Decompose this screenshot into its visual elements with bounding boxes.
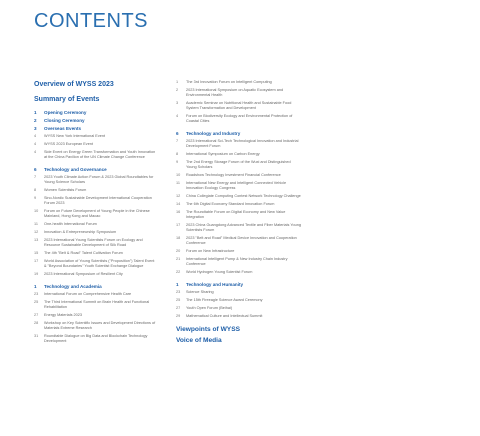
toc-entry[interactable] bbox=[176, 181, 302, 191]
voice-of-media-heading[interactable]: Voice of Media bbox=[176, 337, 222, 344]
toc-page-number: 12 bbox=[176, 194, 181, 198]
toc-page-number: 28 bbox=[34, 321, 39, 325]
toc-page-number: 11 bbox=[176, 181, 180, 185]
toc-page-number: 12 bbox=[34, 230, 39, 234]
right-list-c bbox=[176, 290, 302, 319]
toc-page-number: 3 bbox=[176, 101, 179, 105]
toc-page-number: 14 bbox=[176, 202, 181, 206]
toc-page-number: 22 bbox=[176, 270, 181, 274]
toc-page-number: 25 bbox=[34, 300, 39, 304]
toc-page-number: 13 bbox=[34, 238, 39, 242]
toc-page-number: 29 bbox=[176, 314, 181, 318]
toc-entry[interactable] bbox=[176, 257, 302, 267]
toc-entry-title: WYSS New York International Event bbox=[44, 134, 105, 138]
toc-entry-title: 2023 International Young Scientists Forum on Ecology and Resource Sustainable Development of Silk Road bbox=[44, 238, 143, 247]
toc-entry-title: Academic Seminar on Nutritional Health and Sustainable Food System Transformation and Development bbox=[186, 101, 292, 110]
toc-page-number: 17 bbox=[34, 259, 39, 263]
toc-page-number: 8 bbox=[176, 152, 179, 156]
left-column bbox=[34, 80, 156, 347]
toc-section-title: Technology and Governance bbox=[44, 167, 107, 172]
toc-entry-title: Innovation & Entrepreneurship Symposium bbox=[44, 230, 117, 234]
toc-entry[interactable] bbox=[176, 210, 302, 220]
toc-entry-title: Roadshow Technology Investment Financial Conference bbox=[186, 173, 281, 177]
toc-entry-title: The Third International Summit on Brain Health and Functional Rehabilitation bbox=[44, 300, 150, 309]
toc-entry-title: 2023 Youth Climate Action Forum & 2023 Global Roundtables for Young Science Scholars bbox=[44, 175, 154, 184]
toc-page-number: 31 bbox=[34, 334, 39, 338]
toc-entry-title: International Forum on Comprehensive Health Care bbox=[44, 292, 132, 296]
toc-entry[interactable] bbox=[34, 272, 156, 277]
toc-entry-title: World Hydrogen Young Scientist Forum bbox=[186, 270, 253, 274]
toc-page-number: 6 bbox=[176, 131, 179, 136]
toc-page-number: 1 bbox=[176, 282, 179, 287]
left-list-b bbox=[34, 175, 156, 277]
left-list-a bbox=[34, 110, 156, 160]
toc-entry[interactable] bbox=[176, 202, 302, 207]
toc-entry[interactable] bbox=[176, 270, 302, 275]
toc-entry[interactable] bbox=[34, 142, 156, 147]
toc-entry-title: 2023 International Symposium of Resilient City bbox=[44, 272, 123, 276]
toc-entry[interactable] bbox=[34, 259, 156, 269]
toc-entry-title: Women Scientists Forum bbox=[44, 188, 87, 192]
toc-entry[interactable] bbox=[176, 160, 302, 170]
toc-page-number: 16 bbox=[176, 210, 181, 214]
toc-page-number: 4 bbox=[34, 134, 37, 138]
toc-entry-title: The Roundtable Forum on Digital Economy and New Value Integration bbox=[186, 210, 286, 219]
toc-page-number: 2 bbox=[176, 88, 179, 92]
toc-entry-title: 2023 International Symposium on Aquatic Ecosystem and Environmental Health bbox=[186, 88, 284, 97]
toc-entry-title: Forum on New Infrastructure bbox=[186, 249, 235, 253]
toc-entry[interactable] bbox=[34, 313, 156, 318]
toc-entry-title: 2023 China Guangdong Advanced Textile and Fiber Materials Young Scientists Forum bbox=[186, 223, 301, 232]
toc-page-number: 1 bbox=[34, 284, 37, 289]
toc-entry-title: China Collegiate Computing Contest Network Technology Challenge bbox=[186, 194, 301, 198]
right-list-b bbox=[176, 139, 302, 275]
toc-entry-title: One-health International Forum bbox=[44, 222, 97, 226]
toc-page-number: 23 bbox=[176, 290, 181, 294]
overview-heading: Overview of WYSS 2023 bbox=[34, 81, 114, 88]
viewpoints-heading[interactable]: Viewpoints of WYSS bbox=[176, 326, 240, 333]
toc-page-number: 4 bbox=[34, 150, 37, 154]
toc-page-number: 1 bbox=[34, 110, 37, 115]
toc-entry[interactable] bbox=[34, 238, 156, 248]
toc-entry[interactable] bbox=[176, 236, 302, 246]
toc-entry[interactable] bbox=[34, 230, 156, 235]
toc-page-number: 19 bbox=[34, 272, 39, 276]
toc-entry[interactable] bbox=[34, 196, 156, 206]
toc-page-number: 7 bbox=[34, 175, 37, 179]
toc-entry-title: World Association of Young Scientists ("Proposition") Talent Event & "Beyond Boundaries" Youth Scientist Exchange Dialogue bbox=[44, 259, 155, 268]
toc-entry[interactable] bbox=[34, 175, 156, 185]
toc-entry[interactable] bbox=[176, 249, 302, 254]
toc-entry[interactable] bbox=[176, 80, 302, 85]
right-list-a bbox=[176, 80, 302, 124]
toc-section-title: Technology and Humanity bbox=[186, 282, 244, 287]
toc-section[interactable] bbox=[34, 167, 156, 173]
toc-page-number: 27 bbox=[34, 313, 39, 317]
toc-page-number: 9 bbox=[176, 160, 179, 164]
toc-entry-title: The 15th Fireeagle Science Award Ceremony bbox=[186, 298, 263, 302]
toc-entry[interactable] bbox=[176, 306, 302, 311]
left-list-c bbox=[34, 292, 156, 344]
toc-entry-title: The 2nd Energy Storage Forum of the Wuxi and Distinguished Young Scholars bbox=[186, 160, 291, 169]
toc-entry-title: Sino-Nordic Sustainable Development International Cooperation Forum 2023 bbox=[44, 196, 152, 205]
toc-section[interactable] bbox=[176, 282, 302, 288]
toc-section[interactable] bbox=[34, 284, 156, 290]
toc-entry-title: 2023 "Belt and Road" Medical Device Innovation and Cooperation Conference bbox=[186, 236, 297, 245]
toc-page-number: 8 bbox=[34, 188, 37, 192]
toc-entry-title: Energy Materials 2023 bbox=[44, 313, 82, 317]
toc-page-number: 1 bbox=[176, 80, 179, 84]
toc-page-number: 9 bbox=[34, 196, 37, 200]
toc-page-number: 20 bbox=[176, 249, 181, 253]
toc-entry[interactable] bbox=[34, 126, 156, 132]
toc-entry[interactable] bbox=[34, 251, 156, 256]
summary-heading: Summary of Events bbox=[34, 96, 100, 103]
toc-entry[interactable] bbox=[176, 194, 302, 199]
toc-entry[interactable] bbox=[176, 114, 302, 124]
toc-entry[interactable] bbox=[34, 292, 156, 297]
toc-entry[interactable] bbox=[34, 134, 156, 139]
toc-entry-title: Opening Ceremony bbox=[44, 110, 87, 115]
toc-entry-title: The 6th Digital Economy Standard Innovation Forum bbox=[186, 202, 275, 206]
toc-entry-title: Mathematical Culture and Intellectual Summit bbox=[186, 314, 263, 318]
toc-entry[interactable] bbox=[176, 101, 302, 111]
toc-entry-title: Workshop on Key Scientific Issues and Development Directions of Materials Extreme Research bbox=[44, 321, 156, 330]
toc-page-number: 15 bbox=[34, 251, 39, 255]
toc-entry-title: Overseas Events bbox=[44, 126, 82, 131]
toc-page-number: 10 bbox=[34, 209, 39, 213]
toc-entry-title: WYSS 2023 European Event bbox=[44, 142, 93, 146]
toc-entry[interactable] bbox=[176, 152, 302, 157]
page-title: CONTENTS bbox=[34, 10, 148, 32]
toc-entry-title: The 4th "Belt & Road" Talent Cultivation Forum bbox=[44, 251, 123, 255]
toc-entry[interactable] bbox=[176, 88, 302, 98]
toc-entry-title: Side Event on Energy Green Transformation and Youth Innovation at the China Pavilion of the UN Climate Change Conference bbox=[44, 150, 156, 159]
toc-page-number: 3 bbox=[34, 126, 37, 131]
toc-entry-title: The 3rd Innovation Forum on Intelligent Computing bbox=[186, 80, 272, 84]
toc-entry-title: International Intelligent Pump & New Industry Chain Industry Conference bbox=[186, 257, 288, 266]
toc-entry[interactable] bbox=[176, 223, 302, 233]
toc-entry-title: Youth Open Forum (Beihai) bbox=[186, 306, 233, 310]
right-column bbox=[176, 80, 302, 348]
toc-entry-title: International Symposium on Carbon Energy bbox=[186, 152, 260, 156]
toc-section-title: Technology and Academia bbox=[44, 284, 102, 289]
toc-entry-title: International New Energy and Intelligent Connected Vehicle Innovation Ecology Congress bbox=[186, 181, 287, 190]
toc-page-number: 27 bbox=[176, 306, 181, 310]
toc-entry-title: Roundtable Dialogue on Big Data and Blockchain Technology Development bbox=[44, 334, 148, 343]
toc-entry-title: Closing Ceremony bbox=[44, 118, 85, 123]
toc-entry[interactable] bbox=[176, 314, 302, 319]
toc-entry[interactable] bbox=[34, 209, 156, 219]
toc-page-number: 17 bbox=[176, 223, 181, 227]
toc-entry[interactable] bbox=[176, 173, 302, 178]
toc-page-number: 23 bbox=[34, 292, 39, 296]
toc-page-number: 7 bbox=[176, 139, 179, 143]
toc-entry[interactable] bbox=[34, 150, 156, 160]
toc-entry[interactable] bbox=[176, 290, 302, 295]
toc-page-number: 2 bbox=[34, 118, 37, 123]
toc-section-title: Technology and Industry bbox=[186, 131, 241, 136]
toc-entry[interactable] bbox=[34, 334, 156, 344]
toc-page-number: 21 bbox=[176, 257, 181, 261]
toc-page-number: 4 bbox=[176, 114, 179, 118]
toc-entry-title: Forum on Future Development of Young People in the Chinese Mainland, Hong Kong and Macao bbox=[44, 209, 150, 218]
toc-entry[interactable] bbox=[34, 321, 156, 331]
toc-entry[interactable] bbox=[34, 188, 156, 193]
toc-entry-title: Forum on Biodiversity Ecology and Environmental Protection of Coastal Cities bbox=[186, 114, 293, 123]
toc-section[interactable] bbox=[176, 131, 302, 137]
toc-entry[interactable] bbox=[34, 222, 156, 227]
toc-page-number: 6 bbox=[34, 167, 37, 172]
toc-page-number: 10 bbox=[176, 173, 181, 177]
toc-entry-title: 2023 International Sci-Tech Technological Innovation and Industrial Development Forum bbox=[186, 139, 299, 148]
toc-entry[interactable] bbox=[176, 139, 302, 149]
toc-entry[interactable] bbox=[34, 118, 156, 124]
toc-entry[interactable] bbox=[34, 110, 156, 116]
toc-page-number: 25 bbox=[176, 298, 181, 302]
toc-entry-title: Science Sharing bbox=[186, 290, 214, 294]
toc-page-number: 18 bbox=[176, 236, 181, 240]
toc-entry[interactable] bbox=[176, 298, 302, 303]
toc-entry[interactable] bbox=[34, 300, 156, 310]
toc-page-number: 4 bbox=[34, 142, 37, 146]
toc-page-number: 11 bbox=[34, 222, 38, 226]
